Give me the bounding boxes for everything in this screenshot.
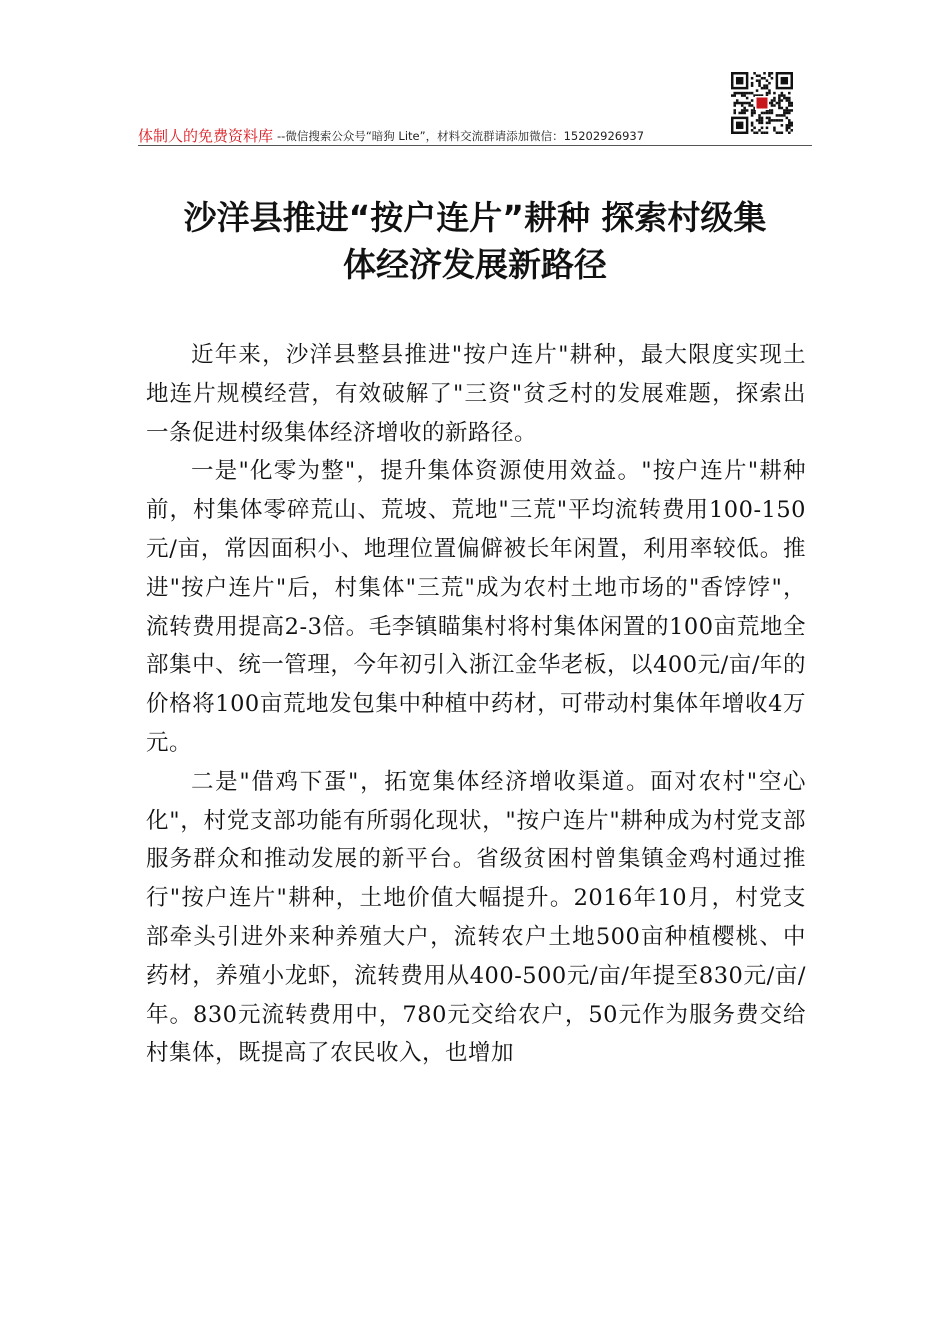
title-line-2: 体经济发展新路径	[343, 245, 607, 284]
paragraph-point-two: 二是"借鸡下蛋"，拓宽集体经济增收渠道。面对农村"空心化"，村党支部功能有所弱化现状，"按户连片"耕种成为村党支部服务群众和推动发展的新平台。省级贫困村曾集镇金鸡村通过推行"按户连片"耕种，土地价值大幅提升。2016年10月，村党支部牵头引进外来种养殖大户，流转农户土地500亩种植樱桃、中药材，养殖小龙虾，流转费用从400-500元/亩/年提至830元/亩/年。830元流转费用中，780元交给农户，50元作为服务费交给村集体，既提高了农民收入，也增加	[146, 768, 806, 1067]
paragraph-intro: 近年来，沙洋县整县推进"按户连片"耕种，最大限度实现土地连片规模经营，有效破解了"三资"贫乏村的发展难题，探索出一条促进村级集体经济增收的新路径。	[146, 342, 806, 446]
page-header	[138, 120, 812, 146]
paragraph-point-one: 一是"化零为整"，提升集体资源使用效益。"按户连片"耕种前，村集体零碎荒山、荒坡、荒地"三荒"平均流转费用100-150元/亩，常因面积小、地理位置偏僻被长年闲置，利用率较低。推进"按户连片"后，村集体"三荒"成为农村土地市场的"香饽饽"，流转费用提高2-3倍。毛李镇瞄集村将村集体闲置的100亩荒地全部集中、统一管理，今年初引入浙江金华老板，以400元/亩/年的价格将100亩荒地发包集中种植中药材，可带动村集体年增收4万元。	[146, 458, 806, 756]
title-line-1: 沙洋县推进“按户连片”耕种 探索村级集	[183, 198, 767, 237]
article-title	[138, 194, 812, 288]
header-divider	[138, 145, 812, 146]
header-brand: 体制人的免费资料库	[138, 127, 274, 145]
header-note: --微信搜索公众号“暗狗 Lite”，材料交流群请添加微信：15202926937	[277, 129, 645, 143]
article-body	[146, 336, 806, 1073]
